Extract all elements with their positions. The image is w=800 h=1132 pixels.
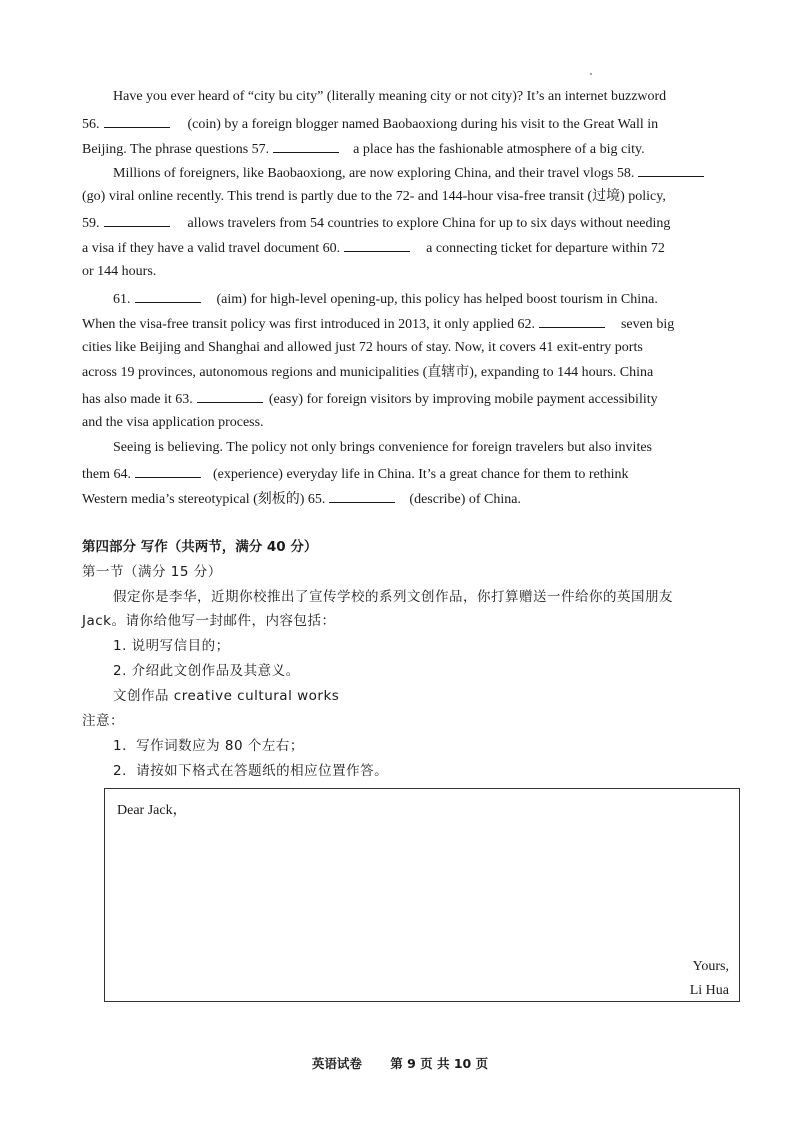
blank-62[interactable] (539, 314, 605, 328)
answer-box[interactable] (104, 788, 740, 1002)
note-label: 注意： (82, 713, 124, 729)
passage-line: cities like Beijing and Shanghai and allowed just 72 hours of stay. Now, it covers 41 exit-entry ports (82, 340, 643, 355)
blank-61[interactable] (135, 289, 201, 303)
part-title: 第四部分 写作（共两节，满分 40 分） (82, 539, 318, 555)
writing-prompt: 假定你是李华，近期你校推出了宣传学校的系列文创作品，你打算赠送一件给你的英国朋友 (113, 589, 673, 605)
letter-closing: Yours, (692, 959, 729, 974)
passage-line: 59. allows travelers from 54 countries to explore China for up to six days without needing (82, 213, 722, 233)
blank-58[interactable] (638, 163, 704, 177)
footer-page-number: 第 9 页 共 10 页 (390, 1056, 489, 1071)
footer-subject: 英语试卷 (311, 1056, 362, 1071)
blank-59[interactable] (104, 213, 170, 227)
requirement-item: 1. 说明写信目的； (113, 638, 230, 654)
passage-line: or 144 hours. (82, 264, 157, 279)
passage-line: Seeing is believing. The policy not only brings convenience for foreign travelers but also invites (113, 440, 652, 455)
passage-line: across 19 provinces, autonomous regions and municipalities (直辖市), expanding to 144 hours. China (82, 365, 654, 380)
passage-line: Have you ever heard of “city bu city” (literally meaning city or not city)? It’s an internet buzzword (113, 89, 667, 104)
passage-line: Beijing. The phrase questions 57. a place has the fashionable atmosphere of a big city. (82, 139, 722, 159)
note-item: 1．写作词数应为 80 个左右； (113, 738, 304, 754)
letter-signature: Li Hua (689, 983, 729, 998)
blank-57[interactable] (273, 139, 339, 153)
section-title: 第一节（满分 15 分） (82, 564, 222, 580)
passage-line: 61. (aim) for high-level opening-up, this policy has helped boost tourism in China. (113, 289, 753, 309)
passage-line: When the visa-free transit policy was first introduced in 2013, it only applied 62. seven big (82, 314, 722, 334)
blank-64[interactable] (135, 464, 201, 478)
vocabulary-note: 文创作品 creative cultural works (113, 688, 340, 704)
passage-line: Millions of foreigners, like Baobaoxiong, are now exploring China, and their travel vlogs 58. (113, 163, 753, 183)
note-item: 2．请按如下格式在答题纸的相应位置作答。 (113, 763, 389, 779)
passage-line: them 64. (experience) everyday life in China. It’s a great chance for them to rethink (82, 464, 722, 484)
passage-line: 56. (coin) by a foreign blogger named Baobaoxiong during his visit to the Great Wall in (82, 114, 722, 134)
page-footer (0, 1054, 800, 1072)
passage-line: has also made it 63. (easy) for foreign visitors by improving mobile payment accessibility (82, 389, 722, 409)
requirement-item: 2. 介绍此文创作品及其意义。 (113, 663, 300, 679)
blank-65[interactable] (329, 489, 395, 503)
passage-line: Western media’s stereotypical (刻板的) 65. (describe) of China. (82, 489, 722, 509)
speck (590, 73, 592, 75)
writing-prompt: Jack。请你给他写一封邮件，内容包括： (82, 613, 336, 629)
passage-line: and the visa application process. (82, 415, 264, 430)
blank-56[interactable] (104, 114, 170, 128)
passage-line: (go) viral online recently. This trend is partly due to the 72- and 144-hour visa-free transit (过境) policy, (82, 189, 666, 204)
passage-line: a visa if they have a valid travel document 60. a connecting ticket for departure within 72 (82, 238, 722, 258)
letter-greeting: Dear Jack， (117, 803, 187, 818)
blank-63[interactable] (197, 389, 263, 403)
blank-60[interactable] (344, 238, 410, 252)
